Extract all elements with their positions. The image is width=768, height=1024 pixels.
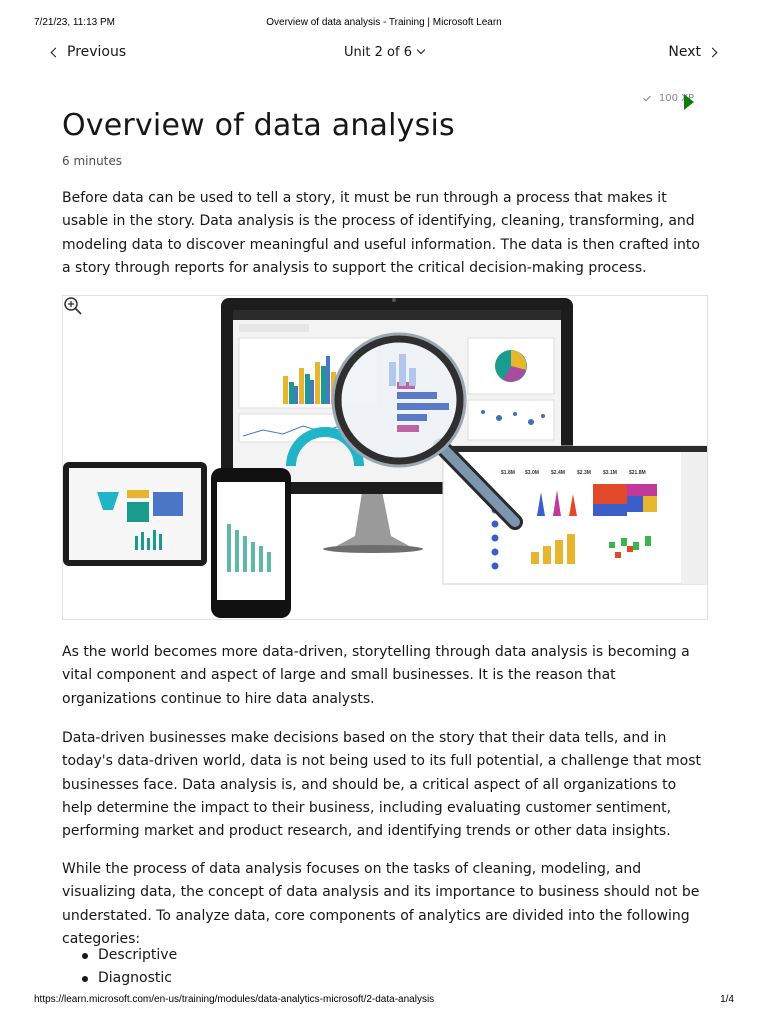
xp-label: 100 XP	[658, 93, 694, 104]
print-page-number: 1/4	[720, 994, 734, 1005]
unit-navigation	[0, 42, 768, 64]
chevron-right-icon	[708, 48, 718, 58]
list-item: Descriptive	[80, 944, 177, 967]
unit-label: Unit 2 of 6	[344, 45, 412, 60]
duration-label: 6 minutes	[62, 154, 123, 168]
print-page-title: Overview of data analysis - Training | Microsoft Learn	[266, 17, 502, 28]
zoom-in-icon[interactable]	[63, 296, 83, 316]
page-title: Overview of data analysis	[62, 108, 455, 143]
kpi-1: $1.8M	[501, 470, 515, 476]
paragraph-categories: While the process of data analysis focuses on the tasks of cleaning, modeling, and visualizing data, the concept of data analysis and its importance to business should not be understated. To analyze data, core components of analytics are divided into the following categories:	[62, 861, 700, 947]
print-datetime: 7/21/23, 11:13 PM	[34, 17, 115, 28]
previous-label: Previous	[67, 44, 127, 60]
kpi-4: $2.3M	[577, 470, 591, 476]
play-icon[interactable]	[684, 94, 694, 110]
unit-selector[interactable]	[0, 45, 768, 60]
print-url: https://learn.microsoft.com/en-us/training/modules/data-analytics-microsoft/2-data-analysis	[34, 994, 435, 1005]
next-button[interactable]	[668, 44, 716, 60]
next-label: Next	[668, 44, 701, 60]
paragraph-storytelling: As the world becomes more data-driven, storytelling through data analysis is becoming a vital component and aspect of large and small businesses. It is the reason that organizations continue to hire data analysts.	[62, 644, 690, 707]
check-icon	[643, 94, 651, 102]
list-item: Diagnostic	[80, 967, 177, 990]
devices-illustration	[63, 296, 709, 621]
kpi-5: $3.1M	[603, 470, 617, 476]
analytics-categories-list	[80, 944, 177, 990]
kpi-3: $2.4M	[551, 470, 565, 476]
paragraph-intro: Before data can be used to tell a story, it must be run through a process that makes it usable in the story. Data analysis is the process of identifying, cleaning, transforming, and modeling data to discover meaningful and useful information. The data is then crafted into a story through reports for analysis to support the critical decision-making process.	[62, 190, 700, 276]
paragraph-data-driven: Data-driven businesses make decisions based on the story that their data tells, and in today's data-driven world, data is not being used to its full potential, a challenge that most businesses face. Data analysis is, and should be, a critical aspect of all organizations to help determine the impact to their business, including evaluating customer sentiment, performing market and product research, and identifying trends or other data insights.	[62, 730, 701, 840]
kpi-6: $21.8M	[629, 470, 646, 476]
chevron-down-icon	[417, 46, 425, 54]
kpi-2: $3.0M	[525, 470, 539, 476]
article-figure	[62, 295, 708, 620]
